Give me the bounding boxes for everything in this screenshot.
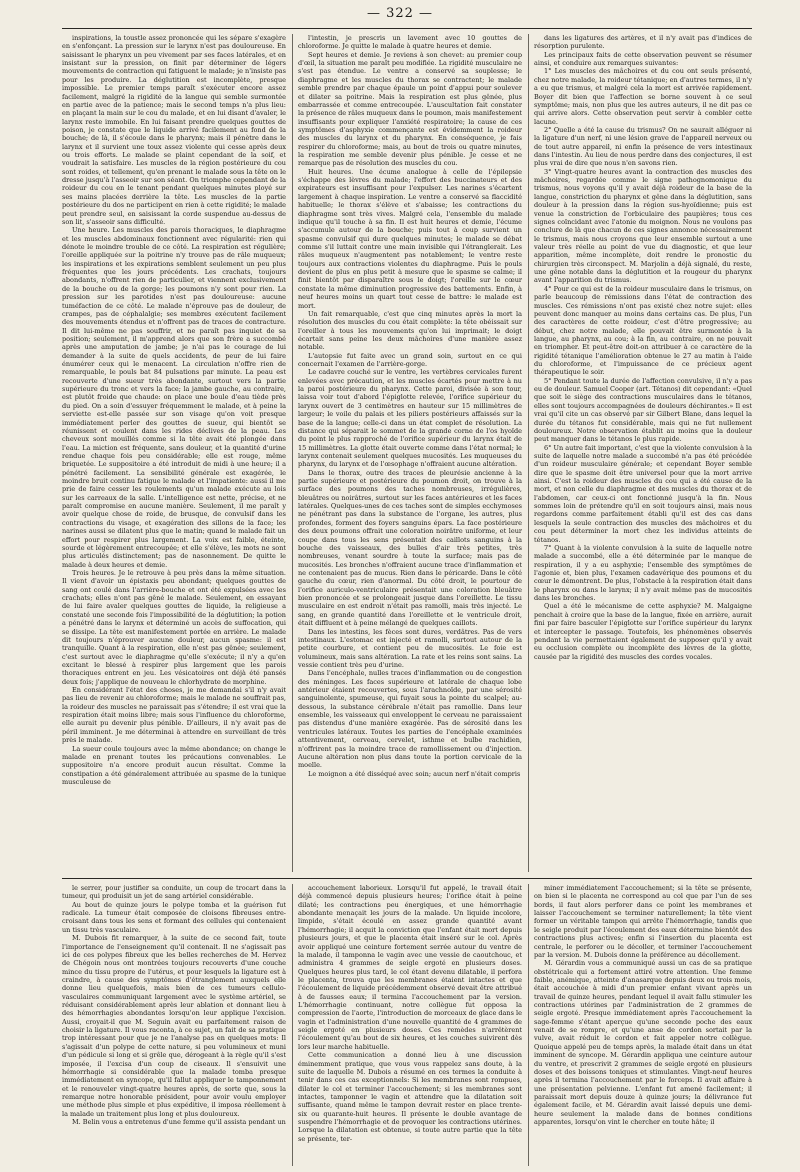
paragraph: inspirations, la toustle assez prononcée qui les sépare s'exagère en s'enfonçant. La pression sur le larynx n'est pas douloureuse. En saisissant le pharynx un peu vivement par ses faces latérales, et en insistant sur la pression, on finit par déterminer de légers mouvements de contraction qui fatiguent le malade; je n'insiste pas pour les produire. La déglutition est incomplète, presque impossible. Le premier temps paraît s'exécuter encore assez facilement, malgré la rigidité de la langue qui semble surmontée en partie avec de la patience; mais le second temps n'a plus lieu: en plaçant la main sur le cou du malade, et en lui disant d'avaler, le larynx reste immobile. En lui faisant prendre quelques gouttes de poison, je constate que le liquide arrivé facilement au fond de la bouche; de là, il s'écoule dans le pharynx; mais il pénètre dans le larynx et il survient une toux assez violente qui cesse après deux ou trois efforts. Le malade se plaint cependant de la soif, et voudrait la satisfaire. Les muscles de la région postérieure du cou sont roides, et tellement, qu'en prenant le malade sous la tête on le dresse jusqu'à l'asseoir sur son séant. On triomphe cependant de la roideur du cou en le tenant pendant quelques minutes ployé sur ses mains placées derrière la tête. Les muscles de la partie postérieure du dos ne participent en rien à cette rigidité; le malade peut prendre seul, en saisissant la corde suspendue au-dessus de son lit, s'asseoir sans difficulté. <box>62 34 286 226</box>
paragraph: M. Dubois fit remarquer, à la suite de ce second fait, toute l'importance de l'enseignement qu'il contenait. Il ne s'agissait pas ici de ces polypes fibreux que les belles recherches de M. Hervez de Chégoin nous ont montrées toujours recouverts d'une couche mince du tissu propre de l'utérus, et pour lesquels la ligature est à craindre, à cause des symptômes d'étranglement auxquels elle donne lieu quelquefois, mais bien de ces tumeurs cellulo-vasculaires communiquant largement avec le système artériel, se réduisant considérablement après leur ablation et donnant lieu à des hémorrhagies abondantes lorsqu'on leur applique l'excision. Aussi, croyait-il que M. Seguin avait eu parfaitement raison de choisir la ligature. Il vous raconta, à ce sujet, un fait de sa pratique trop intéressant pour que je ne l'analyse pas en quelques mots: Il s'agissait d'un polype de cette nature, si peu volumineux et muni d'un pédicule si long et si grêle que, dérogeant à la règle qu'il s'est imposée, il l'excisa d'un coup de ciseaux. Il s'ensuivit une hémorrhagie si considérable que la malade tomba presque immédiatement en syncope, qu'il fallut appliquer le tamponnement et le renouveler vingt-quatre heures après, de sorte que, sous la remarque notre honorable président, pour avoir voulu employer une méthode plus simple et plus expéditive, il imposa réellement à la malade un traitement plus long et plus douloureux. <box>62 934 286 1118</box>
upper-column-2 <box>298 34 522 872</box>
paragraph: le serrer, pour justifier sa conduite, un coup de trocart dans la tumeur, qui produisit un jet de sang artériel considérable. <box>62 884 286 901</box>
paragraph: M. Belin vous a entretenus d'une femme qu'il assista pendant un <box>72 1118 286 1127</box>
paragraph: 7° Quant à la violente convulsion à la suite de laquelle notre malade a succombé, elle a été déterminée par le manque de respiration, il y a eu asphyxie; l'ensemble des symptômes de l'agonie et, bien plus, l'examen cadavérique des poumons et du cœur le démontrent. De plus, l'obstacle à la respiration était dans le pharynx ou dans le larynx; il n'y avait même pas de mucosités dans les bronches. <box>534 543 752 603</box>
column-divider <box>528 884 529 1166</box>
paragraph: Trois heures. Je le retrouve à peu près dans la même situation. Il vient d'avoir un épistaxis peu abondant; quelques gouttes de sang ont coulé dans l'arrière-bouche et ont été expulsées avec les crachats; elles n'ont pas gêné le malade. Seulement, en essayant de lui faire avaler quelques gouttes de liquide, la religieuse a constaté une seconde fois l'impossibilité de la déglutition; la potion a pénétré dans le larynx et déterminé un accès de suffocation, qui se dissipe. La tête est manifestement portée en arrière. Le malade dit toujours n'éprouver aucune douleur, aucun spasme: il est tranquille. Quant à la respiration, elle n'est pas gênée; seulement, c'est surtout avec le diaphragme qu'elle s'exécute; il n'y a qu'en excitant le blessé à respirer plus largement que les parois thoraciques entrent en jeu. Les vésicatoires ont déjà été pansés deux fois; j'applique de nouveau le chlorhydrate de morphine. <box>62 569 286 686</box>
paragraph: 2° Quelle a été la cause du trismus? On ne saurait alléguer ni la ligature d'un nerf, ni une lésion grave de l'appareil nerveux ou de tout autre appareil, ni enfin la présence de vers intestinaux dans l'intestin. Au lieu de nous perdre dans des conjectures, il est plus vrai de dire que nous n'en savons rien. <box>534 125 752 168</box>
upper-column-1 <box>62 34 286 872</box>
paragraph: dans les ligatures des artères, et il n'y avait pas d'indices de résorption purulente. <box>534 34 752 51</box>
paragraph: 4° Pour ce qui est de la roideur musculaire dans le trismus, on parle beaucoup de rémissions dans l'état de contraction des muscles. Ces rémissions n'ont pas existé chez notre sujet: elles peuvent donc manquer au moins dans certains cas. De plus, l'un des caractères de cette roideur, c'est d'être progressive; au début, chez notre malade, elle pouvait être surmontée à la langue, au pharynx, au cou; à la fin, au contraire, on ne pouvait en triompher. Et peut-être doit-on attribuer à ce caractère de la rigidité tétanique l'amélioration obtenue le 27 au matin à l'aide du chloroforme, et l'impuissance de ce précieux agent thérapeutique le soir. <box>534 284 752 377</box>
column-divider <box>292 34 293 872</box>
paragraph: L'autopsie fut faite avec un grand soin, surtout en ce qui concernait l'examen de l'arrière-gorge. <box>298 351 522 369</box>
page-number: — 322 — <box>366 6 434 21</box>
header-rule <box>62 28 752 29</box>
paragraph: l'intestin, je prescris un lavement avec 10 gouttes de chloroforme. Je quitte le malade à quatre heures et demie. <box>298 34 522 51</box>
paragraph: Une heure. Les muscles des parois thoraciques, le diaphragme et les muscles abdominaux fonctionnent avec régularité: rien qui dénote le moindre trouble de ce côté. La respiration est régulière; l'oreille appliquée sur la poitrine n'y trouve pas de râle muqueux; les inspirations et les expirations semblent seulement un peu plus fréquentes que les jours précédents. Les crachats, toujours abondants, n'offrent rien de particulier, et viennent exclusivement de la bouche ou de la gorge; les poumons n'y sont pour rien. La pression sur les parotides n'est pas douloureuse: aucune tuméfaction de ce côté. Le malade n'éprouve pas de douleur, de crampes, pas de céphalalgie; ses membres exécutent facilement des mouvements étendus et n'offrent pas de traces de contracture. Il dit lui-même ne pas souffrir, et ne paraît pas inquiet de sa position; seulement, il m'apprend alors que son frère a succombé après une amputation de jambe; je n'ai pas le courage de lui demander à la suite de quels accidents, de peur de lui faire énumérer ceux qui le menacent. La circulation n'offre rien de remarquable, le pouls bat 84 pulsations par minute. La peau est recouverte d'une sueur très abondante, surtout vers la partie supérieure du tronc et vers la face; la jambe gauche, au contraire, est plutôt froide que chaude: on place une boule d'eau tiède près du pied. On a soin d'essuyer fréquemment le malade, et à peine la serviette est-elle passée sur son visage qu'on voit presque immédiatement perler des gouttes de sueur, qui bientôt se réunissent et coulent dans les rides déclives de la peau. Les cheveux sont mouillés comme si la tête avait été plongée dans l'eau. La miction est fréquente, sans douleur, et la quantité d'urine rendue chaque fois peu considérable; elle est rouge, même briquetée. Le suppositoire a été introduit de midi à une heure; il a pénétré facilement. La sensibilité générale est exagérée, le moindre bruit continu fatigue le malade et l'impatiente: aussi il me prie de faire cesser les roulements qu'un malade exécute au lois sur les carreaux de la salle. L'intelligence est nette, précise, et ne paraît compromise en aucune manière. Seulement, il me paraît y avoir quelque chose de roide, de brusque, de convulsif dans les contractions du visage, et exagération des sillons de la face; les narines aussi se dilatent plus que le matin; quand le malade fait un effort pour respirer plus largement. La voix est faible, éteinte, sourde et légèrement entrecoupée; et elle s'élève, les mots ne sont plus articulés distinctement; pas de nasonnement. De quitte le malade à deux heures et demie. <box>62 226 286 569</box>
column-divider <box>292 884 293 1166</box>
section-rule <box>62 878 752 879</box>
paragraph: miner immédiatement l'accouchement; si la tête se présente, on bien si le placenta ne correspond au col que par l'un de ses bords, il faut alors perforer dans ce point les membranes et laisser l'accouchement se terminer naturellement; la tête vient former un véritable tampon qui arrête l'hémorrhagie, tandis que le seigle produit par l'écoulement des eaux détermine bientôt des contractions plus actives; enfin si l'insertion du placenta est centrale, le perforer ou le décoller, et terminer l'accouchement par la version. M. Dubois donne la préférence au décollement. <box>534 884 752 959</box>
paragraph: Le moignon a été disséqué avec soin; aucun nerf n'était compris <box>308 769 521 778</box>
lower-column-3 <box>534 884 752 1166</box>
paragraph: Dans le thorax, outre des traces de pleurésie ancienne à la partie supérieure et postérieure du poumon droit, on trouve à la surface des poumons des taches nombreuses, irrégulières, bleuâtres ou noirâtres, surtout sur les faces antérieures et les faces latérales. Quelques-unes de ces taches sont de simples ecchymoses ne pénétrant pas dans la substance de l'organe, les autres, plus profondes, forment des foyers sanguins épars. La face postérieure des deux poumons offrait une coloration noirâtre uniforme, et leur coupe dans tous les sens présentait des caillots sanguins à la bouche des vaisseaux, des bulles d'air très petites, très nombreuses, venant sourdre à toute la surface; mais pas de mucosités. Les bronches n'offraient aucune trace d'inflammation et ne contenaient pas de mucus. Rien dans le péricarde. Dans le côté gauche du cœur, rien d'anormal. Du côté droit, le pourtour de l'orifice auriculo-ventriculaire présentait une coloration bleuâtre bien prononcée et se prolongeait jusque dans l'oreillette. Le tissu musculaire en est endroit n'était pas ramolli, mais très injecté. Le sang, en grande quantité dans l'oreillette et le ventricule droit, était diffluent et à peine mélangé de quelques caillots. <box>298 468 522 628</box>
paragraph: 3° Vingt-quatre heures avant la contraction des muscles des mâchoires, regardée comme le signe pathognomonique du trismus, nous voyons qu'il y avait déjà roideur de la base de la langue, constriction du pharynx et gêne dans la déglutition, sans douleur à la pression dans la région sus-hyoïdienne; puis est venue la constriction de l'orbiculaire des paupières; tous ces signes coïncidant avec l'atonie du moignon. Nous ne voulons pas conclure de là que chacun de ces signes annonce nécessairement le trismus, mais nous croyons que leur ensemble surtout a une valeur très réelle au point de vue du diagnostic, et que leur apparition, même incomplète, doit rendre le pronostic du chirurgien très circonspect. M. Marjolin a déjà signalé, du reste, une gêne notable dans la déglutition et la rougeur du pharynx avant l'apparition du trismus. <box>534 167 752 285</box>
paragraph: Cette communication a donné lieu à une discussion éminemment pratique, que vous vous rappelez sans doute, à la suite de laquelle M. Dubois a résumé en ces termes la conduite à tenir dans ces cas exceptionnels: Si les membranes sont rompues, dilater le col et terminer l'accouchement; si les membranes sont intactes, tamponner le vagin et attendre que la dilatation soit suffisante, quand même le tampon devrait rester en place trente-six ou quarante-huit heures. Il présente le double avantage de suspendre l'hémorrhagie et de provoquer les contractions utérines. Lorsque la dilatation est obtenue, si toute autre partie que la tête se présente, ter- <box>298 1051 522 1143</box>
paragraph: Huit heures. Une écume analogue à celle de l'épilepsie s'échappe des lèvres du malade; l'effort des buccinateurs et des expirateurs est insuffisant pour l'expulser. Les narines s'écartent largement à chaque inspiration. Le ventre a conservé sa flaccidité habituelle; le thorax s'élève et s'abaisse; les contractions du diaphragme sont très vives. Malgré cela, l'ensemble du malade indique qu'il touche à sa fin. Il est huit heures et demie, l'écume s'accumule autour de la bouche; puis tout à coup survient un spasme convulsif qui dure quelques minutes; le malade se débat comme s'il luttait contre une main invisible qui l'étranglerait. Les râles muqueux n'augmentent pas notablement; le ventre reste toujours aux contractions violentes du diaphragme. Puis le pouls devient de plus en plus petit à mesure que le spasme se calme; il finit bientôt par disparaître sous le doigt; l'oreille sur le cœur constate la même diminution progressive des battements. Enfin, à neuf heures moins un quart tout cesse de battre: le malade est mort. <box>298 167 522 310</box>
column-divider <box>528 34 529 872</box>
paragraph: Dans l'encéphale, nulles traces d'inflammation ou de congestion des méninges. Les faces supérieure et latérale de chaque lobe antérieur étaient recouvertes, sous l'arachnoïde, par une sérosité sanguinolente, spumeuse, qui fuyait sous la pointe du scalpel; au-dessous, la substance cérébrale n'était pas ramollie. Dans leur ensemble, les vaisseaux qui enveloppent le cerveau ne paraissaient pas distendus d'une manière exagérée. Pas de sérosité dans les ventricules latéraux. Toutes les parties de l'encéphale examinées attentivement, cerveau, cervelet, isthme et bulbe rachidien, n'offrirent pas la moindre trace de ramollissement ou d'injection. Aucune altération non plus dans toute la portion cervicale de la moelle. <box>298 669 522 770</box>
paragraph: Au bout de quinze jours le polype tomba et la guérison fut radicale. La tumeur était composée de cloisons fibreuses entre-croisant dans tous les sens et formant des cellules qui contenaient un tissu très vasculaire. <box>62 900 286 934</box>
paragraph: La sueur coule toujours avec la même abondance; on change le malade en prenant toutes les précautions convenables. Le suppositoire n'a encore produit aucun résultat. Comme la constipation a été généralement attribuée au spasme de la tunique musculeuse de <box>62 744 286 786</box>
paragraph: 5° Pendant toute la durée de l'affection convulsive, il n'y a pas eu de douleur. Samuel Cooper (art. Tétanos) dit cependant: «Quel que soit le siège des contractions musculaires dans le tétanos, elles sont toujours accompagnées de douleurs déchirantes.» Il est vrai qu'il cite un cas observé par sir Gilbert Blane, dans lequel la durée du tétanos fut considérable, mais qui ne fut nullement douloureux. Notre observation établit au moins que la douleur peut manquer dans le tétanos le plus rapide. <box>534 376 752 444</box>
paragraph: 6° Un autre fait important, c'est que la violente convulsion à la suite de laquelle notre malade a succombé n'a pas été précédée d'un roideur musculaire générale; et cependant Boyer semble dire que le spasme doit être universel pour que la mort arrive ainsi. C'est la roideur des muscles du cou qui a été cause de la mort, et non celle du diaphragme et des muscles du thorax et de l'abdomen, car ceux-ci ont fonctionné jusqu'à la fin. Nous sommes loin de prétendre qu'il en soit toujours ainsi, mais nous regardons comme parfaitement établi qu'il est des cas dans lesquels la seule contraction des muscles des mâchoires et du cou peut déterminer la mort chez les individus atteints de tétanos. <box>534 443 752 544</box>
paragraph: accouchement laborieux. Lorsqu'il fut appelé, le travail était déjà commencé depuis plusieurs heures; l'orifice était à peine dilaté; les contractions peu énergiques, et une hémorrhagie abondante menaçait les jours de la malade. Un liquide incolore, limpide, s'était écoulé en assez grande quantité avant l'hémorrhagie; il acquit la conviction que l'enfant était mort depuis plusieurs jours, et que le placenta était inséré sur le col. Après avoir appliqué une ceinture fortement serrée autour du ventre de la malade, il tamponna le vagin avec une vessie de caoutchouc, et administra 4 grammes de seigle ergoté en plusieurs doses. Quelques heures plus tard, le col étant devenu dilatable, il perfora le placenta, trouva que les membranes étaient intactes et que l'écoulement de liquide précédemment observé devait être attribué à de fausses eaux; il termina l'accouchement par la version. L'hémorrhagie continuant, notre collègue fut opposa la compression de l'aorte, l'introduction de morceaux de glace dans le vagin et l'administration d'une nouvelle quantité de 4 grammes de seigle ergoté en plusieurs doses. Ces remèdes n'arrêtèrent l'écoulement qu'au bout de six heures, et les couches suivirent dès lors leur marche habituelle. <box>298 884 522 1051</box>
lower-column-1 <box>62 884 286 1166</box>
paragraph: Un fait remarquable, c'est que cinq minutes après la mort la résolution des muscles du cou était complète: la tête obéissait sur l'oreiller à tous les mouvements qu'on lui imprimait; le doigt écartait sans peine les deux mâchoires d'une manière assez notable. <box>298 309 522 352</box>
paragraph: Sept heures et demie. Je reviens à son chevet: au premier coup d'œil, la situation me paraît peu modifiée. La rigidité musculaire ne s'est pas étendue. Le ventre a conservé sa souplesse; le diaphragme et les muscles du thorax se contractent; le malade semble prendre par chaque épaule un point d'appui pour soulever et dilater sa poitrine. Mais la respiration est plus gênée, plus embarrassée et comme entrecoupée. L'auscultation fait constater la présence de râles muqueux dans le poumon, mais manifestement insuffisants pour expliquer l'anxiété respiratoire; la cause de ces symptômes d'asphyxie commençante est évidemment la roideur des muscles du larynx et du pharynx. En conséquence, je fais respirer du chloroforme; mais, au bout de trois ou quatre minutes, la respiration me semble devenir plus pénible. Je cesse et ne remarque pas de résolution des muscles du cou. <box>298 50 522 168</box>
paragraph: Quel a été le mécanisme de cette asphyxie? M. Malgaigne penchait à croire que la base de la langue, fixée en arrière, aurait fini par faire basculer l'épiglotte sur l'orifice supérieur du larynx et intercepter le passage. Toutefois, les phénomènes observés pendant la vie permettaient également de supposer qu'il y avait eu occlusion complète ou incomplète des lèvres de la glotte, causée par la rigidité des muscles des cordes vocales. <box>534 602 752 661</box>
paragraph: Les principaux faits de cette observation peuvent se résumer ainsi, et conduire aux remarques suivantes: <box>534 50 752 68</box>
lower-column-2 <box>298 884 522 1166</box>
page-header <box>60 6 740 28</box>
paragraph: En considérant l'état des choses, je me demandai s'il n'y avait pas lieu de revenir au chloroforme; mais le malade ne souffrait pas, la roideur des muscles ne paraissait pas s'étendre; il est vrai que la respiration était moins libre; mais sous l'influence du chloroforme, elle aurait pu devenir plus pénible. D'ailleurs, il n'y avait pas de péril imminent. Je me déterminai à attendre en surveillant de très près le malade. <box>62 686 286 745</box>
paragraph: 1° Les muscles des mâchoires et du cou ont seuls présenté, chez notre malade, la roideur tétanique; en d'autres termes, il n'y a eu que trismus, et malgré cela la mort est arrivée rapidement. Boyer dit bien que l'affection se borne souvent à ce seul symptôme; mais, non plus que les autres auteurs, il ne dit pas ce qui arrive alors. Cette observation peut servir à combler cette lacune. <box>534 67 752 126</box>
paragraph: Dans les intestins, les fèces sont dures, verdâtres. Pas de vers intestinaux. L'estomac est injecté et ramolli, surtout autour de la petite courbure, et contient peu de mucosités. Le foie est volumineux, mais sans altération. La rate et les reins sont sains. La vessie contient très peu d'urine. <box>298 627 522 669</box>
paragraph: Le cadavre couché sur le ventre, les vertèbres cervicales furent enlevées avec précaution, et les muscles écartés pour mettre à nu la paroi postérieure du pharynx. Cette paroi, divisée à son tour, laissa voir tout d'abord l'épiglotte relevée, l'orifice supérieur du larynx ouvert de 3 centimètres en hauteur sur 15 millimètres de largeur; le voile du palais et les piliers postérieurs affaissés sur la base de la langue; celle-ci dans un état complet de résolution. La distance qui séparait le sommet de la grande corne de l'os hyoïde du point le plus rapproché de l'orifice supérieur du larynx était de 15 millimètres. La glotte était ouverte comme dans l'état normal; le larynx contenait seulement quelques mucosités. Les muqueuses du pharynx, du larynx et de l'œsophage n'offraient aucune altération. <box>298 368 522 469</box>
upper-column-3 <box>534 34 752 872</box>
paragraph: M. Gérardin vous a communiqué aussi un cas de sa pratique obstétricale qui a fortement attiré votre attention. Une femme faible, anémique, atteinte d'anasarque depuis deux ou trois mois, était accouchée à midi d'un premier enfant vivant après un travail de quinze heures, pendant lequel il avait fallu stimuler les contractions utérines par l'administration de 2 grammes de seigle ergoté. Presque immédiatement après l'accouchement la sage-femme s'étant aperçue qu'une seconde poche des eaux venait de se rompre, et qu'une anse de cordon sortait par la vulve, avait réduit le cordon et fait appeler notre collègue. Quoique appelé peu de temps après, la malade était dans un état imminent de syncope. M. Gérardin appliqua une ceinture autour du ventre, et prescrivit 2 grammes de seigle ergoté en plusieurs doses et des boissons toniques et stimulantes. Vingt-neuf heures après il termina l'accouchement par le forceps. Il avait affaire à une présentation pelvienne. L'enfant fut amené facilement; il paraissait mort depuis douze à quinze jours; la délivrance fut également facile, et M. Gérardin avait laissé depuis une demi-heure seulement la malade dans de bonnes conditions apparentes, lorsqu'on vint le chercher en toute hâte; il <box>534 959 752 1127</box>
